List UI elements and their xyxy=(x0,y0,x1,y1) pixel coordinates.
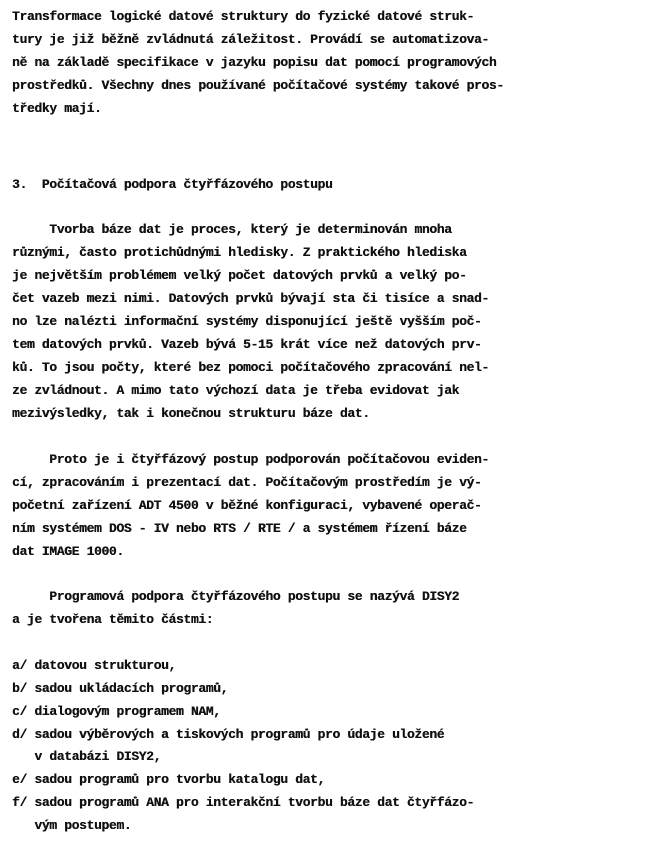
paragraph-1-line-3: ně na základě specifikace v jazyku popisu dat pomocí programových xyxy=(12,55,497,70)
list-item-a: a/ datovou strukturou, xyxy=(12,658,176,673)
paragraph-1-line-2: tury je již běžně zvládnutá záležitost. Provádí se automatizova- xyxy=(12,32,489,47)
list-item-f-continued: vým postupem. xyxy=(12,818,132,833)
paragraph-2-line-7: ků. To jsou počty, které bez pomoci počítačového zpracování nel- xyxy=(12,360,489,375)
paragraph-2-line-5: no lze nalézti informační systémy disponující ještě vyšším poč- xyxy=(12,314,482,329)
paragraph-2-line-6: tem datových prvků. Vazeb bývá 5-15 krát více než datových prv- xyxy=(12,337,482,352)
paragraph-2-line-9: mezivýsledky, tak i konečnou strukturu báze dat. xyxy=(12,406,370,421)
paragraph-1-line-4: prostředků. Všechny dnes používané počítačové systémy takové pros- xyxy=(12,78,504,93)
paragraph-3-line-5: dat IMAGE 1000. xyxy=(12,544,124,559)
paragraph-3-line-1: Proto je i čtyřfázový postup podporován počítačovou eviden- xyxy=(12,452,489,467)
list-item-d-continued: v databázi DISY2, xyxy=(12,749,162,764)
paragraph-2-line-4: čet vazeb mezi nimi. Datových prvků bývají sta či tisíce a snad- xyxy=(12,291,489,306)
list-item-d: d/ sadou výběrových a tiskových programů pro údaje uložené xyxy=(12,727,445,742)
paragraph-4-line-1: Programová podpora čtyřfázového postupu se nazývá DISY2 xyxy=(12,589,460,604)
paragraph-1-line-5: tředky mají. xyxy=(12,101,102,116)
section-heading: 3. Počítačová podpora čtyřfázového postupu xyxy=(12,177,333,192)
paragraph-2-line-1: Tvorba báze dat je proces, který je determinován mnoha xyxy=(12,222,452,237)
paragraph-3-line-2: cí, zpracováním i prezentací dat. Počítačovým prostředím je vý- xyxy=(12,475,482,490)
paragraph-3-line-3: početní zařízení ADT 4500 v běžné konfiguraci, vybavené operač- xyxy=(12,498,482,513)
list-item-e: e/ sadou programů pro tvorbu katalogu dat, xyxy=(12,772,325,787)
paragraph-3-line-4: ním systémem DOS - IV nebo RTS / RTE / a systémem řízení báze xyxy=(12,521,467,536)
paragraph-2-line-8: ze zvládnout. A mimo tato výchozí data je třeba evidovat jak xyxy=(12,383,460,398)
list-item-f: f/ sadou programů ANA pro interakční tvorbu báze dat čtyřfázo- xyxy=(12,795,474,810)
paragraph-1-line-1: Transformace logické datové struktury do fyzické datové struk- xyxy=(12,9,474,24)
paragraph-4-line-2: a je tvořena těmito částmi: xyxy=(12,612,214,627)
paragraph-2-line-3: je největším problémem velký počet datových prvků a velký po- xyxy=(12,268,467,283)
list-item-c: c/ dialogovým programem NAM, xyxy=(12,704,221,719)
list-item-b: b/ sadou ukládacích programů, xyxy=(12,681,229,696)
paragraph-2-line-2: různými, často protichůdnými hledisky. Z praktického hlediska xyxy=(12,245,467,260)
